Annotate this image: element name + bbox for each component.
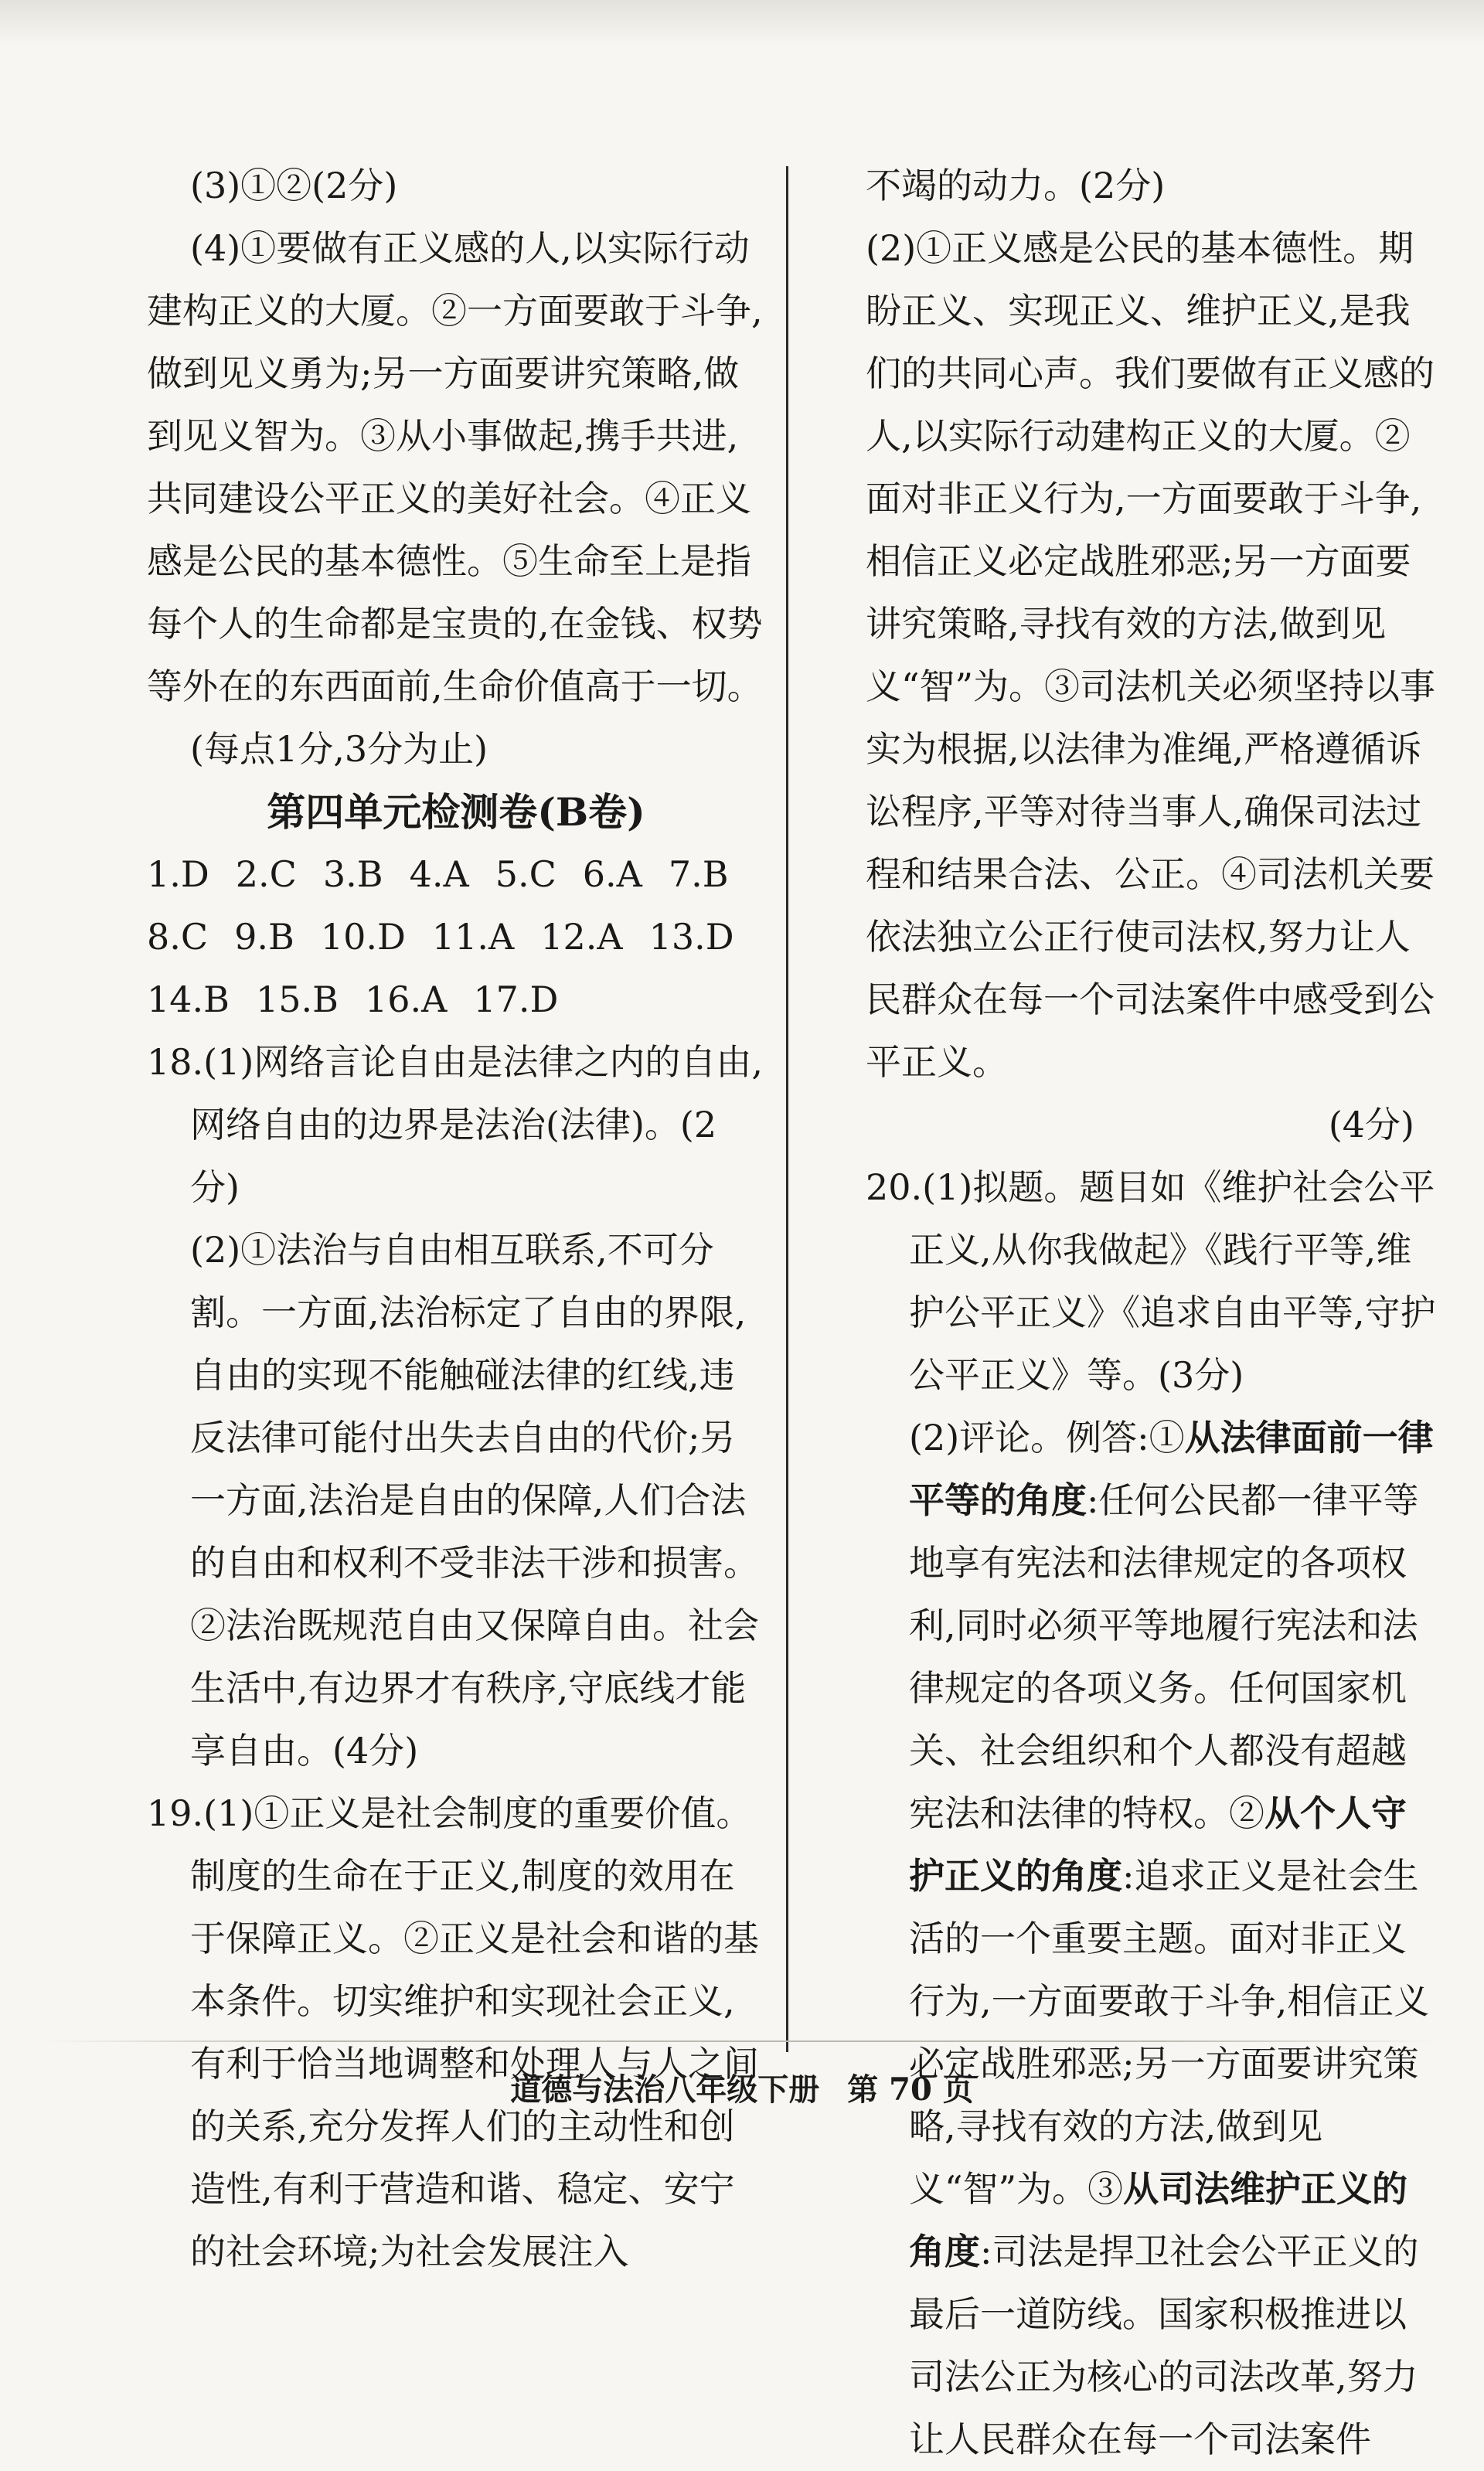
q19-1-answer: 19.(1)①正义是社会制度的重要价值。制度的生命在于正义,制度的效用在于保障正义。②正义是社会和谐的基本条件。切实维护和实现社会正义,有利于恰当地调整和处理人与人之间的关系,充分发挥人们的主动性和创造性,有利于营造和谐、稳定、安宁的社会环境;为社会发展注入 bbox=[147, 1792, 759, 2272]
section-title: 第四单元检测卷(B卷) bbox=[267, 789, 645, 835]
q20-2-answer bbox=[866, 1407, 1438, 2471]
answer-item: 5.C bbox=[495, 853, 556, 895]
page-footer bbox=[0, 2065, 1484, 2109]
answer-item: 6.A bbox=[582, 853, 642, 895]
q18-1-answer: 18.(1)网络言论自由是法律之内的自由,网络自由的边界是法治(法律)。(2分) bbox=[147, 1041, 763, 1208]
answer-item: 9.B bbox=[234, 916, 294, 958]
right-column bbox=[866, 155, 1438, 2471]
scan-edge-shadow bbox=[0, 0, 1484, 46]
answer-item: 8.C bbox=[147, 916, 209, 958]
q17-4-answer: (4)①要做有正义感的人,以实际行动建构正义的大厦。②一方面要敢于斗争,做到见义勇为;另一方面要讲究策略,做到见义智为。③从小事做起,携手共进,共同建设公平正义的美好社会。④正义感是公民的基本德性。⑤生命至上是指每个人的生命都是宝贵的,在金钱、权势等外在的东西面前,生命价值高于一切。 bbox=[147, 227, 763, 707]
q17-3-answer: (3)①②(2分) bbox=[190, 165, 398, 206]
q19-1-continued: 不竭的动力。(2分) bbox=[866, 165, 1166, 206]
q17-4-scoring-note: (每点1分,3分为止) bbox=[190, 728, 488, 770]
book-title: 道德与法治八年级下册 bbox=[510, 2071, 820, 2108]
answer-key-row-3 bbox=[147, 968, 765, 1031]
answer-item: 13.D bbox=[648, 916, 734, 958]
answer-item: 7.B bbox=[668, 853, 729, 895]
q19-2-answer: (2)①正义感是公民的基本德性。期盼正义、实现正义、维护正义,是我们的共同心声。我们要做有正义感的人,以实际行动建构正义的大厦。②面对非正义行为,一方面要敢于斗争,相信正义必定战胜邪恶;另一方面要讲究策略,寻找有效的方法,做到见义“智”为。③司法机关必须坚持以事实为根据,以法律为准绳,严格遵循诉讼程序,平等对待当事人,确保司法过程和结果合法、公正。④司法机关要依法独立公正行使司法权,努力让人民群众在每一个司法案件中感受到公平正义。 bbox=[866, 227, 1436, 1083]
answer-item: 4.A bbox=[409, 853, 469, 895]
answer-item: 12.A bbox=[540, 916, 623, 958]
answer-item: 17.D bbox=[473, 979, 559, 1020]
answer-item: 14.B bbox=[147, 979, 230, 1020]
q19-2-score: (4分) bbox=[1328, 1104, 1414, 1145]
q20-2-text-2: :追求正义是社会生活的一个重要主题。面对非正义行为,一方面要敢于斗争,相信正义必定战胜邪恶;另一方面要讲究策略,寻找有效的方法,做到见义“智”为。③ bbox=[909, 1855, 1430, 2210]
answer-item: 15.B bbox=[255, 979, 339, 1020]
footer-rule bbox=[46, 2040, 1438, 2042]
q20-2-intro: (2)评论。例答:① bbox=[909, 1417, 1185, 1458]
column-divider bbox=[786, 166, 788, 2052]
q20-2-angle-equality: 从法律面前一律平等的角度 bbox=[909, 1417, 1434, 1521]
q20-2-text-1: :任何公民都一律平等地享有宪法和法律规定的各项权利,同时必须平等地履行宪法和法律规定的各项义务。任何国家机关、社会组织和个人都没有超越宪法和法律的特权。② bbox=[909, 1479, 1419, 1834]
answer-key-row-1 bbox=[147, 843, 765, 906]
q18-2-answer: (2)①法治与自由相互联系,不可分割。一方面,法治标定了自由的界限,自由的实现不能触碰法律的红线,违反法律可能付出失去自由的代价;另一方面,法治是自由的保障,人们合法的自由和权利不受非法干涉和损害。②法治既规范自由又保障自由。社会生活中,有边界才有秩序,守底线才能享自由。(4分) bbox=[190, 1229, 759, 1772]
answer-item: 3.B bbox=[322, 853, 383, 895]
answer-key-row-2 bbox=[147, 906, 765, 968]
q20-2-text-3: :司法是捍卫社会公平正义的最后一道防线。国家积极推进以司法公正为核心的司法改革,努力让人民群众在每一个司法案件 bbox=[909, 2231, 1419, 2460]
answer-item: 16.A bbox=[364, 979, 448, 1020]
left-column bbox=[147, 155, 765, 2283]
answer-item: 2.C bbox=[235, 853, 297, 895]
answer-item: 1.D bbox=[147, 853, 209, 895]
page-number: 第 70 页 bbox=[847, 2071, 974, 2108]
answer-item: 10.D bbox=[320, 916, 406, 958]
answer-item: 11.A bbox=[431, 916, 515, 958]
q20-1-answer: 20.(1)拟题。题目如《维护社会公平正义,从你我做起》《践行平等,维护公平正义》《追求自由平等,守护公平正义》等。(3分) bbox=[866, 1166, 1436, 1396]
q20-2-angle-individual: 从个人守护正义的角度 bbox=[909, 1792, 1407, 1897]
q20-2-angle-judicial: 从司法维护正义的角度 bbox=[909, 2168, 1408, 2272]
